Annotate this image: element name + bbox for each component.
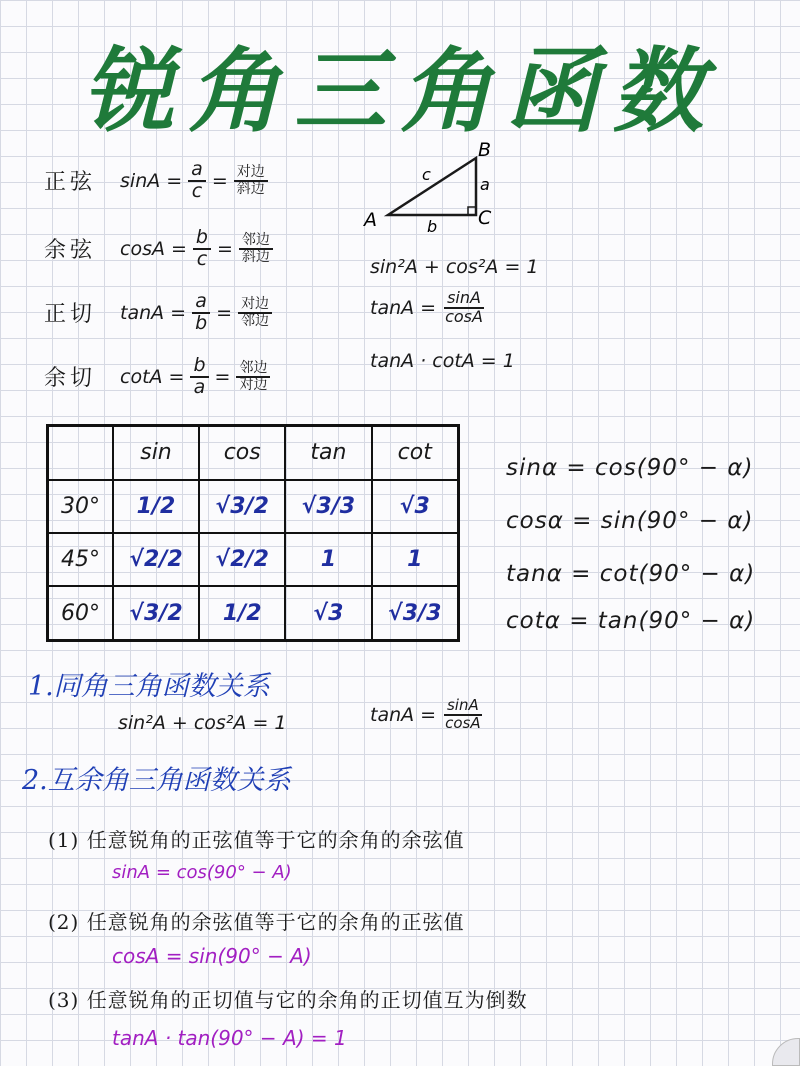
definition-lhs: sinA xyxy=(120,169,161,192)
side-a-label: a xyxy=(480,175,490,194)
identity-tan-cot-product: tanA · cotA = 1 xyxy=(370,350,515,372)
angle-cell: 30° xyxy=(48,480,113,533)
side-c-label: c xyxy=(422,165,431,184)
fraction-denominator: 斜边 xyxy=(241,248,270,265)
value-cell: √3 xyxy=(285,586,371,640)
rule-formula: tanA · tan(90° − A) = 1 xyxy=(112,1026,347,1050)
complementary-relation: cosα = sin(90° − α) xyxy=(506,508,754,534)
definition-label: 余弦 xyxy=(44,238,97,264)
section-heading: 1.同角三角函数关系 xyxy=(28,671,270,702)
definition-label: 正切 xyxy=(44,302,97,328)
table-header-cell: tan xyxy=(285,426,371,480)
complementary-relation: sinα = cos(90° − α) xyxy=(506,455,754,481)
fraction-denominator: 斜边 xyxy=(236,180,265,197)
definition-cot: 余切 cotA = $\frac{b}{a}$ = $\frac{\text{邻边}}{\text{对边}}$ xyxy=(44,356,270,398)
definition-label: 余切 xyxy=(44,366,97,392)
table-row xyxy=(48,480,459,533)
fraction-numerator: a xyxy=(188,160,206,182)
fraction-denominator: cosA xyxy=(445,306,483,326)
rule-formula: sinA = cos(90° − A) xyxy=(112,862,292,883)
fraction-denominator: 邻边 xyxy=(241,312,270,329)
table-row xyxy=(48,533,459,586)
value-cell: √3/3 xyxy=(372,586,459,640)
vertex-a-label: A xyxy=(364,209,377,231)
section-heading: 2.互余角三角函数关系 xyxy=(22,765,291,796)
value-cell: 1/2 xyxy=(199,586,285,640)
right-triangle-diagram xyxy=(360,140,510,235)
angle-cell: 45° xyxy=(48,533,113,586)
identity-tan-lhs: tanA = xyxy=(370,703,437,726)
complementary-relation: cotα = tan(90° − α) xyxy=(506,608,756,634)
identity-pythagorean: sin²A + cos²A = 1 xyxy=(370,256,539,278)
rule-text: (3) 任意锐角的正切值与它的余角的正切值互为倒数 xyxy=(48,988,528,1012)
value-cell: √3/2 xyxy=(113,586,199,640)
triangle-shape xyxy=(388,158,476,215)
special-angle-table xyxy=(46,424,460,642)
value-cell: √2/2 xyxy=(113,533,199,586)
fraction-numerator: 对边 xyxy=(234,165,268,182)
fraction-numerator: b xyxy=(190,356,208,378)
identity-tan-lhs: tanA = xyxy=(370,296,437,319)
section1-pythagorean: sin²A + cos²A = 1 xyxy=(118,712,287,734)
fraction-numerator: a xyxy=(192,292,210,314)
page-curl-corner xyxy=(772,1038,800,1066)
definition-tan: 正切 tanA = $\frac{a}{b}$ = $\frac{\text{对边}}{\text{邻边}}$ xyxy=(44,292,272,334)
fraction-denominator: cosA xyxy=(445,713,481,732)
value-cell: 1 xyxy=(372,533,459,586)
rule-text: (2) 任意锐角的余弦值等于它的余角的正弦值 xyxy=(48,910,465,934)
definition-lhs: cosA xyxy=(120,237,165,260)
definition-lhs: cotA xyxy=(120,365,163,388)
fraction-numerator: 对边 xyxy=(238,297,272,314)
fraction-denominator: a xyxy=(193,375,206,398)
vertex-c-label: C xyxy=(478,207,492,229)
complementary-relation: tanα = cot(90° − α) xyxy=(506,561,756,587)
section1-tan-quotient xyxy=(370,698,484,732)
table-header-cell: cos xyxy=(199,426,285,480)
table-header-cell: sin xyxy=(113,426,199,480)
definition-cos: 余弦 cosA = $\frac{b}{c}$ = $\frac{\text{邻边}}{\text{斜边}}$ xyxy=(44,228,273,270)
rule-text: (1) 任意锐角的正弦值等于它的余角的余弦值 xyxy=(48,828,465,852)
fraction-numerator: 邻边 xyxy=(239,233,273,250)
value-cell: 1 xyxy=(285,533,371,586)
angle-cell: 60° xyxy=(48,586,113,640)
table-header-cell xyxy=(48,426,113,480)
fraction-numerator: sinA xyxy=(444,290,484,309)
value-cell: √3/2 xyxy=(199,480,285,533)
value-cell: √2/2 xyxy=(199,533,285,586)
table-header-cell: cot xyxy=(372,426,459,480)
definition-sin: 正弦 sinA = $\frac{a}{c}$ = $\frac{\text{对边}}{\text{斜边}}$ xyxy=(44,160,268,202)
fraction-denominator: b xyxy=(195,311,208,334)
rule-formula: cosA = sin(90° − A) xyxy=(112,944,312,968)
side-b-label: b xyxy=(427,217,438,235)
fraction-denominator: c xyxy=(191,179,203,202)
value-cell: 1/2 xyxy=(113,480,199,533)
table-header-row xyxy=(48,426,459,480)
definition-label: 正弦 xyxy=(44,170,97,196)
page-title: 锐角三角函数 xyxy=(81,37,718,145)
identity-tan-quotient xyxy=(370,290,486,326)
fraction-denominator: 对边 xyxy=(239,376,268,393)
fraction-numerator: b xyxy=(193,228,211,250)
definition-lhs: tanA xyxy=(120,301,165,324)
vertex-b-label: B xyxy=(478,140,492,161)
fraction-numerator: 邻边 xyxy=(236,361,270,378)
fraction-denominator: c xyxy=(196,247,208,270)
table-row xyxy=(48,586,459,640)
fraction-numerator: sinA xyxy=(444,698,482,716)
value-cell: √3 xyxy=(372,480,459,533)
value-cell: √3/3 xyxy=(285,480,371,533)
